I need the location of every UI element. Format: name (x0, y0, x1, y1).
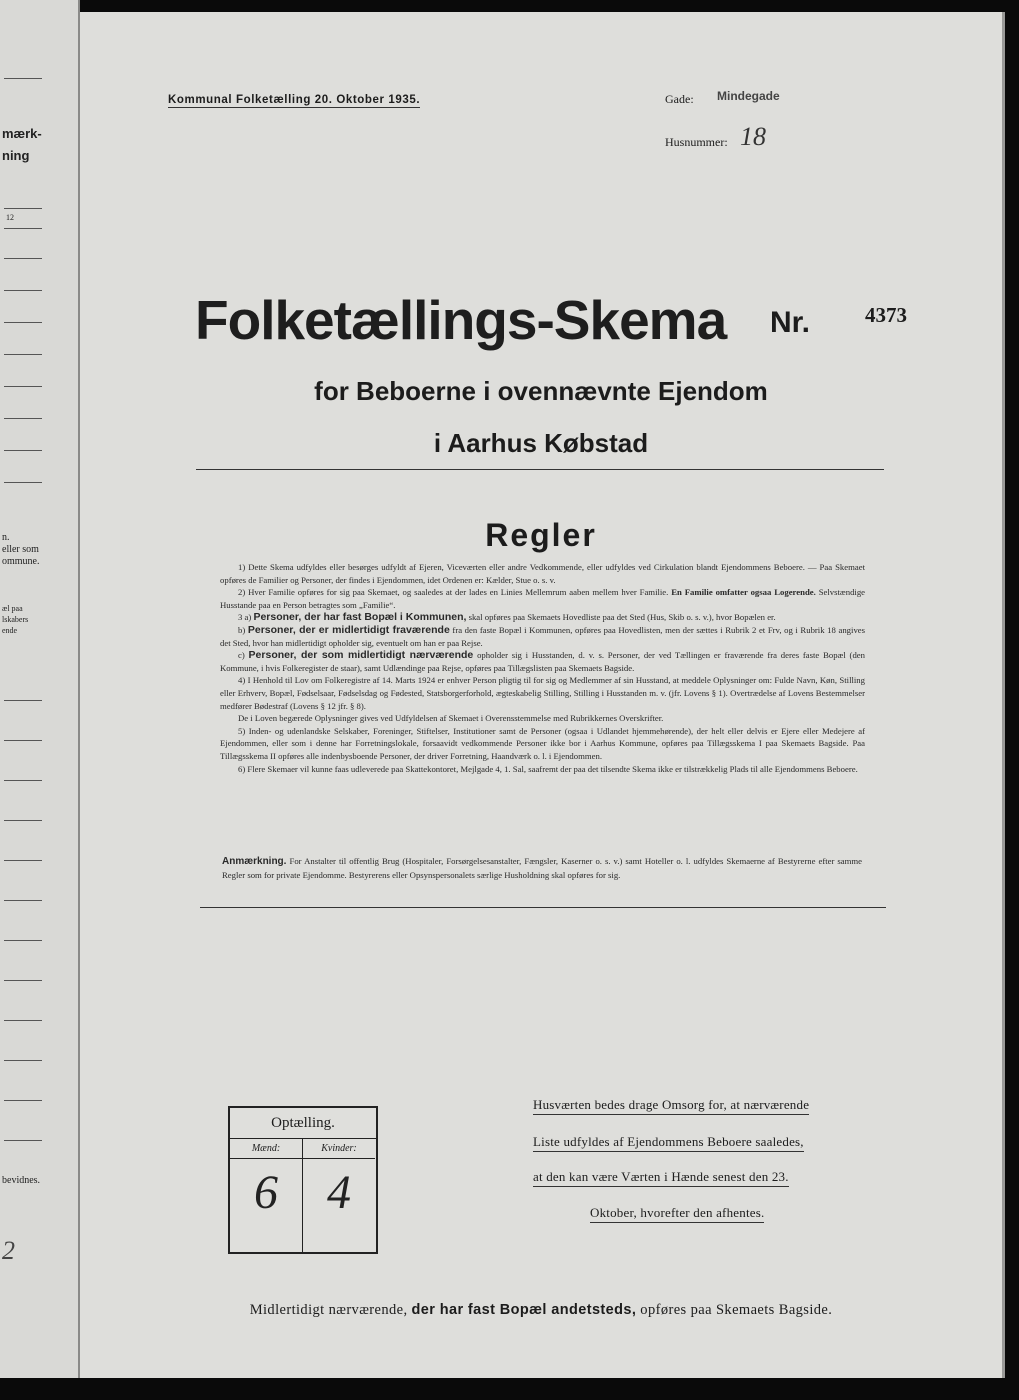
footer-text: Midlertidigt nærværende, (249, 1302, 408, 1318)
rule-paragraph (220, 763, 865, 776)
rule-text: 5) Inden- og udenlandske Selskaber, Foreninger, Stiftelser, Institutioner samt de Personer (ogsaa i Udlandet hjemmehørende), der helt eller delvis er Ejere eller Medejere af Ejendommen, eller som i denne har Forretningslokale, forsaavidt vedkommende Personer ikke bor i Aarhus Kommune, opføres paa Tillægsskema I paa Skemaets Bagside. Paa Tillægsskema II opføres alle indenbysboende Personer, der driver Forretning, Haandværk o. l. i Ejendommen. (220, 725, 865, 761)
facing-text-fragment: eller som (2, 544, 39, 555)
rule-text: skal opføres paa Skemaets Hovedliste paa det Sted (Hus, Skib o. s. v.), hvor Bopælen er. (468, 612, 776, 623)
form-subtitle: for Beboerne i ovennævnte Ejendom (314, 376, 768, 406)
facing-heading-line: ning (2, 148, 30, 163)
rule-text: 1) Dette Skema udfyldes eller besørges udfyldt af Ejeren, Viceværten eller andre Vedkommende, eller udfyldes ved Cirkulation blandt Ejendommens Beboere. — Paa Skemaet opføres de Familier og Personer, der findes i Ejendommen, idet Ordenen er: Kælder, Stue o. s. v. (220, 562, 865, 585)
rule-highlight: Personer, der som midlertidigt nærværende (248, 649, 474, 662)
ruled-line (4, 940, 42, 941)
facing-column-number: 12 (6, 213, 14, 222)
women-count: 4 (327, 1166, 351, 1219)
form-title: Folketællings-Skema (195, 289, 727, 351)
divider-line (200, 907, 886, 908)
ruled-line (4, 322, 42, 323)
street-label: Gade: (665, 92, 694, 106)
divider-line (196, 469, 884, 470)
landlord-notice-line: Liste udfyldes af Ejendommens Beboere saaledes, (533, 1134, 804, 1152)
ruled-line (4, 780, 42, 781)
ruled-line (4, 228, 42, 229)
rule-text: b) (238, 624, 246, 635)
footer-text: opføres paa Skemaets Bagside. (640, 1302, 833, 1318)
landlord-notice-line: Oktober, hvorefter den afhentes. (590, 1205, 764, 1223)
rule-paragraph (220, 649, 865, 674)
facing-text-fragment: lskabers (2, 615, 29, 624)
ruled-line (4, 900, 42, 901)
ruled-line (4, 258, 42, 259)
ruled-line (4, 700, 42, 701)
form-number-label: Nr. (770, 306, 811, 339)
rule-paragraph (220, 674, 865, 712)
landlord-notice-line: at den kan være Værten i Hænde senest den 23. (533, 1169, 789, 1187)
form-number: 4373 (865, 303, 907, 327)
footer-emphasis: der har fast Bopæl andetsteds, (411, 1302, 637, 1318)
rule-text: 2) Hver Familie opføres for sig paa Skemaet, og saaledes at der lades en Linies Mellemrum aaben mellem hver Familie. (238, 587, 669, 598)
men-count-column (230, 1139, 303, 1252)
ruled-line (4, 418, 42, 419)
rule-paragraph (220, 624, 865, 649)
facing-text-fragment: bevidnes. (2, 1175, 41, 1186)
ruled-line (4, 1060, 42, 1061)
men-count: 6 (254, 1166, 278, 1219)
ruled-line (4, 860, 42, 861)
ruled-line (4, 354, 42, 355)
facing-page-strip (0, 0, 80, 1378)
facing-text-fragment: æl paa (2, 604, 23, 613)
rule-text: De i Loven begærede Oplysninger gives ved Udfyldelsen af Skemaet i Overensstemmelse med Rubrikkernes Overskrifter. (238, 713, 664, 724)
rule-text: Selvstændige Husstande paa en Person betragtes som „Familie“. (220, 587, 866, 610)
facing-text-fragment: ommune. (2, 556, 40, 567)
rule-text: 4) I Henhold til Lov om Folkeregistre af 14. Marts 1924 er enhver Person pligtig til for sig og Medlemmer af sin Husstand, at meddele Oplysninger om: Fulde Navn, Køn, Stilling eller Erhverv, Bopæl, Fødselsaar, Fødselsdag og Fødested, Statsborgerforhold, ægteskabelig Stilling, Stilling i Husstanden m. v. (jfr. Lovens § 1). Overtrædelse af Lovens Bestemmelser medfører Bødestraf (Lovens § 12 jfr. § 8). (220, 675, 865, 711)
facing-handwritten-mark: 2 (2, 1236, 15, 1265)
house-number-value: 18 (740, 122, 766, 151)
ruled-line (4, 1140, 42, 1141)
ruled-line (4, 482, 42, 483)
landlord-notice-line: Husværten bedes drage Omsorg for, at nærværende (533, 1097, 809, 1115)
rule-text: 6) Flere Skemaer vil kunne faas udleverede paa Skattekontoret, Mejlgade 4, 1. Sal, saafremt der paa det tilsendte Skema ikke er tilstrækkelig Plads til alle Ejendommens Beboere. (238, 763, 858, 774)
rule-emphasis: En Familie omfatter ogsaa Logerende. (671, 587, 816, 598)
rule-text: c) (238, 650, 245, 661)
facing-text-fragment: ende (2, 626, 18, 635)
footer-note (80, 1302, 1002, 1319)
rules-text (220, 561, 865, 775)
ruled-line (4, 386, 42, 387)
rule-paragraph (220, 712, 865, 725)
rules-heading: Regler (485, 517, 597, 553)
note-label: Anmærkning. (222, 856, 287, 867)
rule-paragraph (220, 586, 865, 611)
count-box-title: Optælling. (230, 1108, 376, 1139)
note-text: For Anstalter til offentlig Brug (Hospitaler, Forsørgelsesanstalter, Fængsler, Kaserner o. s. v.) samt Hoteller o. l. udfyldes Skemaerne af Bestyrerne efter samme Regler som for private Ejendomme. Bestyrerens eller Opsynspersonalets særlige Husholdning skal opføres for sig. (222, 856, 863, 880)
rule-text: opholder sig i Husstanden, d. v. s. Personer, der ved Tællingen er fraværende fra deres faste Bopæl (den Kommune, i hvis Folkeregister de staar), samt Udlændinge paa Rejse, opføres paa Tillægslisten paa Skemaets Bagside. (220, 650, 865, 673)
rule-text: fra den faste Bopæl i Kommunen, opføres paa Hovedlisten, men der sættes i Rubrik 2 et Frv, og i Rubrik 18 angives det Sted, hvor han midlertidigt opholder sig, eventuelt om han er paa Rejse. (220, 624, 866, 648)
ruled-line (4, 740, 42, 741)
facing-heading-line: mærk- (2, 126, 42, 141)
house-number-label: Husnummer: (665, 135, 728, 149)
women-count-column (303, 1139, 375, 1252)
ruled-line (4, 450, 42, 451)
rule-paragraph (220, 561, 865, 586)
rule-paragraph (220, 725, 865, 763)
ruled-line (4, 1020, 42, 1021)
form-subtitle: i Aarhus Købstad (433, 428, 649, 458)
men-label: Mænd: (230, 1143, 302, 1159)
census-form-page (80, 12, 1005, 1378)
rule-text: 3 a) (238, 612, 252, 623)
women-label: Kvinder: (303, 1143, 375, 1159)
count-box (228, 1106, 378, 1254)
ruled-line (4, 78, 42, 79)
facing-text-fragment: n. (2, 532, 10, 543)
ruled-line (4, 290, 42, 291)
census-date-heading: Kommunal Folketælling 20. Oktober 1935. (168, 94, 421, 106)
street-value: Mindegade (717, 89, 780, 103)
rule-highlight: Personer, der er midlertidigt fraværende (247, 623, 450, 636)
ruled-line (4, 980, 42, 981)
note-paragraph (222, 855, 862, 881)
ruled-line (4, 820, 42, 821)
rule-highlight: Personer, der har fast Bopæl i Kommunen, (253, 611, 467, 624)
ruled-line (4, 1100, 42, 1101)
ruled-line (4, 208, 42, 209)
rule-paragraph (220, 611, 865, 624)
